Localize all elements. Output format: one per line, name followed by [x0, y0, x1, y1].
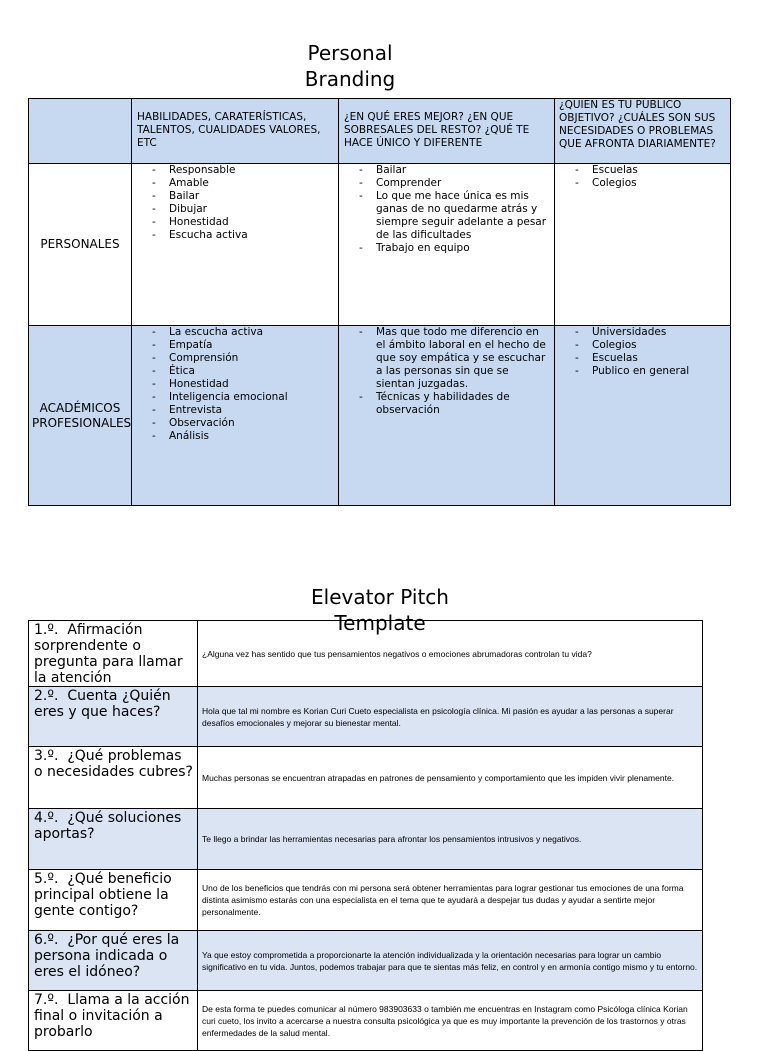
title-line-2-clipped: Template	[334, 611, 426, 635]
header-habilidades: HABILIDADES, CARATERÍSTICAS, TALENTOS, CUALIDADES VALORES, ETC	[132, 99, 339, 164]
question-text: ¿Qué soluciones aportas?	[34, 810, 182, 842]
list-item: - Colegios	[575, 177, 726, 190]
table-row	[29, 991, 703, 1051]
list-item: - Escuelas	[575, 352, 726, 365]
list-item: - Comprensión	[152, 352, 334, 365]
title-line-1: Personal	[307, 41, 393, 65]
row-label-academicos: ACADÉMICOS PROFESIONALES	[29, 326, 132, 506]
cell-personales-mejor	[339, 164, 555, 326]
question-cell	[29, 747, 198, 809]
cell-academicos-habilidades	[132, 326, 339, 506]
answer-cell: Hola que tal mi nombre es Korian Curi Cueto especialista en psicología clínica. Mi pasión es ayudar a las personas a superar desafíos emocionales y mejorar su bienestar mental.	[198, 687, 703, 747]
list-item: - Técnicas y habilidades de observación	[359, 391, 550, 417]
title-line-1: Elevator Pitch	[311, 585, 449, 609]
question-text: ¿Por qué eres la persona indicada o eres el idóneo?	[34, 932, 180, 980]
question-number: 5.º.	[34, 871, 59, 887]
list-item: - Trabajo en equipo	[359, 242, 550, 255]
list-item: - Bailar	[359, 164, 550, 177]
cell-academicos-publico	[555, 326, 731, 506]
row-academicos	[29, 326, 731, 506]
personal-branding-table	[28, 98, 731, 506]
table-row	[29, 687, 703, 747]
cell-personales-habilidades	[132, 164, 339, 326]
cell-personales-publico	[555, 164, 731, 326]
list-item: - Empatía	[152, 339, 334, 352]
list-item: - Honestidad	[152, 378, 334, 391]
list-item: - Colegios	[575, 339, 726, 352]
table-row	[29, 621, 703, 687]
cell-academicos-mejor	[339, 326, 555, 506]
row-personales	[29, 164, 731, 326]
list-item: - Lo que me hace única es mis ganas de no quedarme atrás y siempre seguir adelante a pesar de las dificultades	[359, 190, 550, 242]
question-number: 3.º.	[34, 748, 59, 764]
list-item: - Responsable	[152, 164, 334, 177]
answer-cell: De esta forma te puedes comunicar al número 983903633 o también me encuentras en Instagram como Psicóloga clínica Korian curi cueto, los invito a acercarse a nuestra consulta psicológica ya que es muy importante la prevención de los trastornos y otras enfermedades de la salud mental.	[198, 991, 703, 1051]
question-text: Cuenta ¿Quién eres y que haces?	[34, 688, 171, 720]
list-item: - Bailar	[152, 190, 334, 203]
header-row	[29, 99, 731, 164]
answer-cell: ¿Alguna vez has sentido que tus pensamientos negativos o emociones abrumadoras controlan tu vida?	[198, 621, 703, 687]
question-text: ¿Qué beneficio principal obtiene la gente contigo?	[34, 871, 172, 919]
question-text: Afirmación sorprendente o pregunta para llamar la atención	[34, 622, 183, 686]
list-item: - Ética	[152, 365, 334, 378]
question-text: ¿Qué problemas o necesidades cubres?	[34, 748, 193, 780]
list-item: - Observación	[152, 417, 334, 430]
list-item: - Universidades	[575, 326, 726, 339]
answer-cell: Uno de los beneficios que tendrás con mi persona será obtener herramientas para lograr gestionar tus emociones de una forma distinta asimismo estarás con una especialista en el tema que te ayudará a despejar tus dudas y ayudar a sentirte mejor personalmente.	[198, 870, 703, 931]
header-publico-objetivo: ¿QUIEN ES TU PUBLICO OBJETIVO? ¿CUÁLES SON SUS NECESIDADES O PROBLEMAS QUE AFRONTA DIARIAMENTE?	[555, 99, 731, 164]
corner-cell	[29, 99, 132, 164]
answer-cell: Te llego a brindar las herramientas necesarias para afrontar los pensamientos intrusivos y negativos.	[198, 809, 703, 870]
list-item: - Honestidad	[152, 216, 334, 229]
list-item: - Entrevista	[152, 404, 334, 417]
question-cell	[29, 931, 198, 991]
question-cell	[29, 687, 198, 747]
list-item: - Amable	[152, 177, 334, 190]
personal-branding-title	[240, 40, 460, 91]
table-row	[29, 747, 703, 809]
elevator-pitch-table	[28, 620, 703, 1051]
title-line-2-clipped: Branding	[304, 67, 396, 91]
list-item: - Publico en general	[575, 365, 726, 378]
question-number: 1.º.	[34, 622, 59, 638]
elevator-pitch-title	[240, 584, 520, 635]
list-item: - Análisis	[152, 430, 334, 443]
question-cell	[29, 621, 198, 687]
question-cell	[29, 870, 198, 931]
question-number: 2.º.	[34, 688, 59, 704]
table-row	[29, 931, 703, 991]
header-en-que-eres-mejor: ¿EN QUÉ ERES MEJOR? ¿EN QUE SOBRESALES DEL RESTO? ¿QUÉ TE HACE ÚNICO Y DIFERENTE	[339, 99, 555, 164]
list-item: - Comprender	[359, 177, 550, 190]
question-number: 6.º.	[34, 932, 59, 948]
list-item: - Inteligencia emocional	[152, 391, 334, 404]
question-number: 4.º.	[34, 810, 59, 826]
question-number: 7.º.	[34, 992, 59, 1008]
table-row	[29, 809, 703, 870]
list-item: - Dibujar	[152, 203, 334, 216]
list-item: - La escucha activa	[152, 326, 334, 339]
question-cell	[29, 809, 198, 870]
list-item: - Mas que todo me diferencio en el ámbito laboral en el hecho de que soy empática y se escuchar a las personas sin que se sientan juzgadas.	[359, 326, 550, 391]
row-label-personales: PERSONALES	[29, 164, 132, 326]
question-text: Llama a la acción final o invitación a probarlo	[34, 992, 190, 1040]
table-row	[29, 870, 703, 931]
answer-cell: Muchas personas se encuentran atrapadas en patrones de pensamiento y comportamiento que les impiden vivir plenamente.	[198, 747, 703, 809]
answer-cell: Ya que estoy comprometida a proporcionarte la atención individualizada y la orientación necesarias para lograr un cambio significativo en tu vida. Juntos, podemos trabajar para que te sientas más feliz, en control y en armonía contigo mismo y tu entorno.	[198, 931, 703, 991]
list-item: - Escuelas	[575, 164, 726, 177]
list-item: - Escucha activa	[152, 229, 334, 242]
question-cell	[29, 991, 198, 1051]
